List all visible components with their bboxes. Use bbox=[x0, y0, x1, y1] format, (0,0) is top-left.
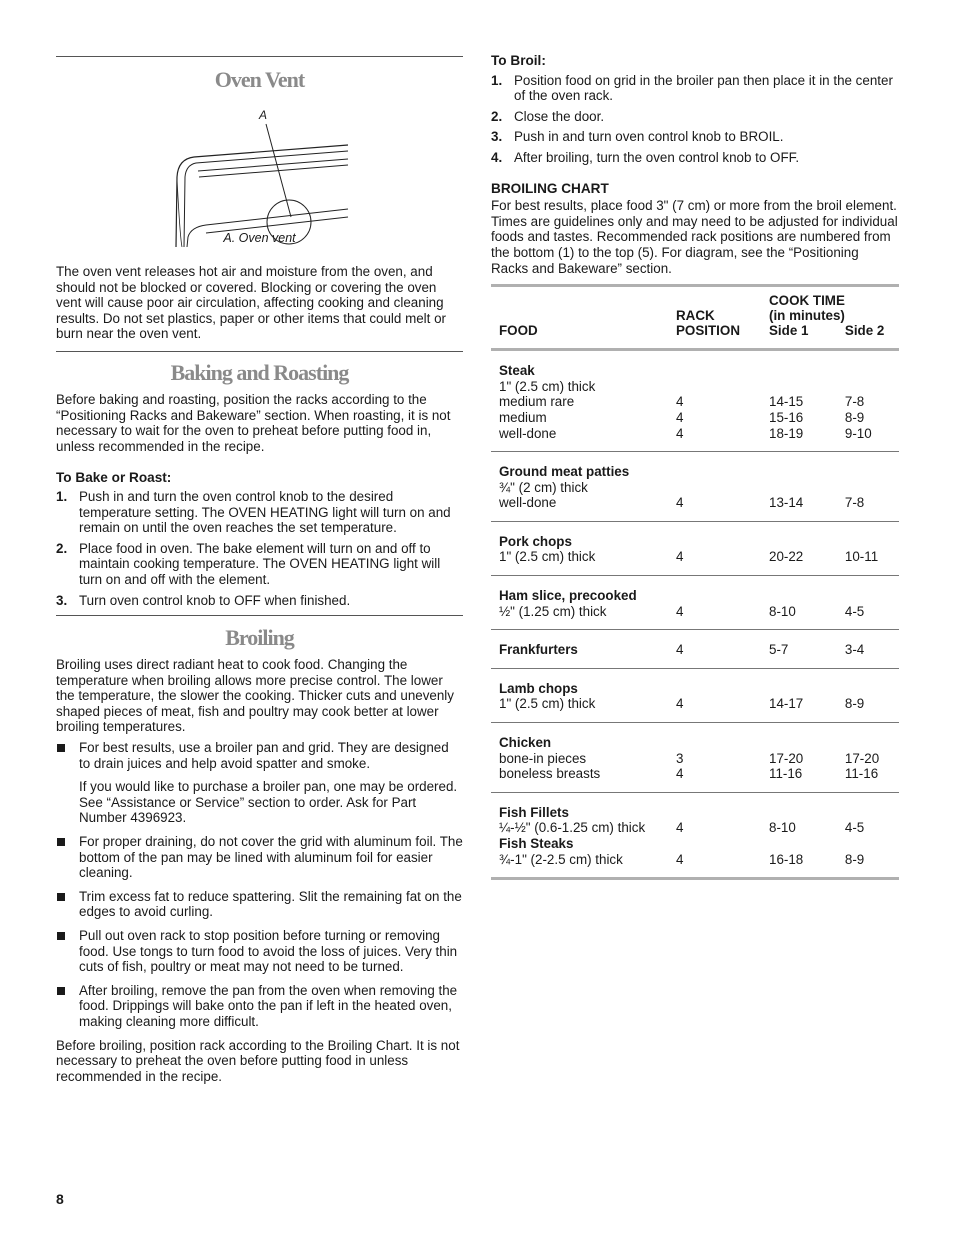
side1-cell: 8-10 bbox=[769, 603, 796, 619]
broiling-chart-intro: For best results, place food 3" (7 cm) or more from the broil element. Times are guidelines only and may need to be adjusted for individual foods and tastes. Recommended rack positions are numbered from the bottom (1) to the top (5). For diagram, see the “Positioning Racks and Bakeware” section. bbox=[491, 198, 898, 276]
rack-cell: 4 bbox=[676, 409, 684, 425]
left-column bbox=[56, 0, 463, 1084]
broiling-chart-body bbox=[491, 350, 899, 879]
broiling-intro: Broiling uses direct radiant heat to cook food. Changing the temperature when broiling allows more precise control. The lower the temperature, the slower the cooking. Thicker cuts and unevenly shaped pieces of meat, fish and poultry may cook better at lower broiling temperatures. bbox=[56, 657, 454, 735]
side1-cell: 18-19 bbox=[769, 425, 804, 441]
food-cell: bone-in pieces bbox=[499, 750, 587, 766]
side2-cell: 8-9 bbox=[844, 696, 865, 712]
side1-cell bbox=[769, 350, 845, 379]
table-row bbox=[491, 576, 899, 604]
food-cell: well-done bbox=[499, 495, 557, 511]
table-row bbox=[491, 792, 899, 820]
table-row bbox=[491, 604, 899, 630]
side1-cell: 16-18 bbox=[769, 851, 804, 867]
side1-cell bbox=[769, 379, 845, 395]
side2-cell bbox=[845, 836, 899, 852]
side2-cell: 10-11 bbox=[844, 549, 879, 565]
side1-cell: 15-16 bbox=[769, 409, 804, 425]
side1-cell: 11-16 bbox=[769, 766, 803, 782]
table-row bbox=[491, 394, 899, 410]
table-row bbox=[491, 426, 899, 452]
side1-cell bbox=[769, 836, 845, 852]
bullet-square bbox=[57, 932, 65, 940]
side2-cell: 8-9 bbox=[844, 409, 865, 425]
rack-cell: 4 bbox=[676, 549, 684, 565]
side2-cell: 3-4 bbox=[844, 642, 865, 658]
food-cell: 1" (2.5 cm) thick bbox=[499, 549, 596, 565]
broil-steps-list bbox=[491, 73, 899, 166]
table-row bbox=[491, 766, 899, 792]
table-row bbox=[491, 379, 899, 395]
bullet-square bbox=[57, 744, 65, 752]
food-cell: medium rare bbox=[499, 394, 575, 410]
baking-intro: Before baking and roasting, position the racks according to the “Positioning Racks and Bakeware” section. When roasting, it is not necessary to wait for the oven to preheat before putting food in, unless recommended in the recipe. bbox=[56, 391, 451, 454]
food-cell: ¼-½" (0.6-1.25 cm) thick bbox=[499, 820, 646, 836]
food-cell: Lamb chops bbox=[499, 680, 578, 696]
rack-cell: 4 bbox=[676, 851, 684, 867]
section-divider bbox=[56, 56, 463, 57]
rack-cell bbox=[676, 576, 769, 604]
food-cell: Ham slice, precooked bbox=[499, 588, 637, 604]
header-side2: Side 2 bbox=[844, 323, 885, 339]
side1-cell bbox=[769, 792, 845, 820]
rack-cell: 4 bbox=[676, 766, 684, 782]
rack-cell: 4 bbox=[676, 642, 684, 658]
list-item: 2. Place food in oven. The bake element will turn on and off to maintain cooking temperature. The OVEN HEATING light will turn on and off with the element. bbox=[56, 540, 441, 587]
rack-cell bbox=[676, 379, 769, 395]
side2-cell: 4-5 bbox=[844, 603, 865, 619]
food-cell: ¾-1" (2-2.5 cm) thick bbox=[499, 851, 623, 867]
broiling-chart-table bbox=[491, 284, 899, 880]
side1-cell: 17-20 bbox=[769, 750, 804, 766]
side1-cell: 14-15 bbox=[769, 394, 804, 410]
table-row bbox=[491, 723, 899, 751]
to-broil-subhead: To Broil: bbox=[491, 53, 546, 68]
oven-vent-body: The oven vent releases hot air and moisture from the oven, and should not be blocked or covered. Blocking or covering the oven vent will cause poor air circulation, affecting cooking and cleaning results. Do not set plastics, paper or other items that could melt or burn near the oven vent. bbox=[56, 264, 446, 342]
broiling-chart-heading: BROILING CHART bbox=[491, 180, 609, 196]
side2-cell: 7-8 bbox=[844, 495, 865, 511]
food-cell: boneless breasts bbox=[499, 766, 601, 782]
side1-cell bbox=[769, 480, 845, 496]
side2-cell bbox=[845, 521, 899, 549]
side1-cell: 20-22 bbox=[769, 549, 804, 565]
rack-cell: 4 bbox=[676, 696, 684, 712]
food-cell: 1" (2.5 cm) thick bbox=[499, 696, 596, 712]
food-cell: well-done bbox=[499, 425, 557, 441]
rack-cell bbox=[676, 452, 769, 480]
section-divider bbox=[56, 351, 463, 352]
table-row bbox=[491, 820, 899, 836]
right-column bbox=[491, 0, 899, 880]
food-cell: Fish Fillets bbox=[499, 804, 569, 820]
rack-cell bbox=[676, 836, 769, 852]
baking-title: Baking and Roasting bbox=[170, 359, 349, 385]
side1-cell bbox=[769, 723, 845, 751]
side2-cell bbox=[845, 379, 899, 395]
oven-vent-figure bbox=[56, 97, 463, 247]
rack-cell bbox=[676, 792, 769, 820]
list-item: 1. Push in and turn the oven control knob to the desired temperature setting. The OVEN HEATING light will turn on and remain on until the oven reaches the set temperature. bbox=[56, 488, 451, 536]
side1-cell bbox=[769, 521, 845, 549]
food-cell: Fish Steaks bbox=[499, 836, 574, 851]
rack-cell bbox=[676, 668, 769, 696]
side1-cell: 5-7 bbox=[769, 642, 789, 658]
list-item: 3. Turn oven control knob to OFF when finished. bbox=[56, 592, 351, 608]
table-row bbox=[491, 480, 899, 496]
bake-steps-list bbox=[56, 489, 463, 608]
side2-cell bbox=[845, 350, 899, 379]
side2-cell: 11-16 bbox=[844, 766, 879, 782]
food-cell: ¾" (2 cm) thick bbox=[499, 479, 588, 495]
side1-cell bbox=[769, 452, 845, 480]
broiling-closing: Before broiling, position rack according to the Broiling Chart. It is not necessary to preheat the oven before putting food in unless recommended in the recipe. bbox=[56, 1037, 460, 1084]
broiling-tips-list bbox=[56, 740, 463, 1030]
header-rack-position: RACK POSITION bbox=[676, 308, 740, 339]
side2-cell bbox=[845, 452, 899, 480]
table-row bbox=[491, 630, 899, 669]
side2-cell: 7-8 bbox=[844, 394, 865, 410]
rack-cell: 4 bbox=[676, 495, 684, 511]
rack-cell: 4 bbox=[676, 820, 684, 836]
list-item: 1. Position food on grid in the broiler pan then place it in the center of the oven rack. bbox=[491, 72, 893, 104]
header-side1: COOK TIME (in minutes) Side 1 bbox=[769, 293, 845, 339]
list-item: For best results, use a broiler pan and grid. They are designed to drain juices and help avoid spatter and smoke. If you would like to purchase a broiler pan, one may be ordered. See “Assistance or Service” section to order. Ask for Part Number 4396923. bbox=[56, 740, 463, 826]
rack-cell bbox=[676, 480, 769, 496]
list-item: Pull out oven rack to stop position before turning or removing food. Use tongs to turn food to avoid the loss of juices. Very thin cuts of fish, poultry or meat may not need to be turned. bbox=[56, 928, 463, 975]
food-cell: ½" (1.25 cm) thick bbox=[499, 603, 607, 619]
broiling-title: Broiling bbox=[225, 625, 294, 651]
table-row bbox=[491, 452, 899, 480]
table-row bbox=[491, 836, 899, 852]
figure-label-a: A bbox=[259, 108, 268, 122]
side2-cell: 9-10 bbox=[844, 425, 872, 441]
side1-cell: 8-10 bbox=[769, 820, 796, 836]
food-cell: Frankfurters bbox=[499, 642, 578, 658]
food-cell: Chicken bbox=[499, 735, 552, 751]
list-item: For proper draining, do not cover the grid with aluminum foil. The bottom of the pan may be lined with aluminum foil for easier cleaning. bbox=[56, 834, 463, 881]
rack-cell: 3 bbox=[676, 750, 684, 766]
rack-cell bbox=[676, 723, 769, 751]
bullet-square bbox=[57, 987, 65, 995]
table-row bbox=[491, 410, 899, 426]
rack-cell bbox=[676, 350, 769, 379]
section-divider bbox=[56, 615, 463, 616]
oven-vent-title: Oven Vent bbox=[214, 67, 305, 92]
table-row bbox=[491, 495, 899, 521]
side2-cell: 4-5 bbox=[844, 820, 865, 836]
side2-cell bbox=[845, 723, 899, 751]
oven-vent-caption: A. Oven vent bbox=[223, 231, 296, 245]
side2-cell bbox=[845, 792, 899, 820]
side2-cell: 8-9 bbox=[844, 851, 865, 867]
food-cell: Pork chops bbox=[499, 533, 572, 549]
page-number: 8 bbox=[56, 1191, 64, 1207]
table-row bbox=[491, 668, 899, 696]
bullet-square bbox=[57, 838, 65, 846]
rack-cell bbox=[676, 521, 769, 549]
header-food: FOOD bbox=[499, 323, 538, 339]
side2-cell bbox=[845, 576, 899, 604]
rack-cell: 4 bbox=[676, 425, 684, 441]
table-row bbox=[491, 521, 899, 549]
table-header-row bbox=[491, 286, 899, 350]
bullet-square bbox=[57, 893, 65, 901]
food-cell: Ground meat patties bbox=[499, 464, 630, 480]
list-item: 3. Push in and turn oven control knob to BROIL. bbox=[491, 129, 784, 145]
list-item: After broiling, remove the pan from the oven when removing the food. Drippings will bake onto the pan if left in the heated oven, making cleaning more difficult. bbox=[56, 983, 463, 1030]
list-item: 2. Close the door. bbox=[491, 108, 605, 124]
table-row bbox=[491, 852, 899, 879]
rack-cell: 4 bbox=[676, 394, 684, 410]
side1-cell: 13-14 bbox=[769, 495, 804, 511]
food-cell: medium bbox=[499, 409, 547, 425]
side2-cell bbox=[845, 668, 899, 696]
table-row bbox=[491, 350, 899, 379]
side1-cell: 14-17 bbox=[769, 696, 804, 712]
table-row bbox=[491, 696, 899, 722]
food-cell: Steak bbox=[499, 363, 535, 379]
table-row bbox=[491, 751, 899, 767]
side2-cell bbox=[845, 480, 899, 496]
food-cell: 1" (2.5 cm) thick bbox=[499, 378, 596, 394]
side2-cell: 17-20 bbox=[844, 750, 880, 766]
bake-roast-subhead: To Bake or Roast: bbox=[56, 470, 172, 486]
list-item: 4. After broiling, turn the oven control knob to OFF. bbox=[491, 149, 800, 165]
list-item: Trim excess fat to reduce spattering. Slit the remaining fat on the edges to avoid curling. bbox=[56, 889, 463, 920]
side1-cell bbox=[769, 668, 845, 696]
oven-vent-illustration bbox=[56, 97, 463, 247]
table-row bbox=[491, 549, 899, 575]
side1-cell bbox=[769, 576, 845, 604]
rack-cell: 4 bbox=[676, 603, 684, 619]
